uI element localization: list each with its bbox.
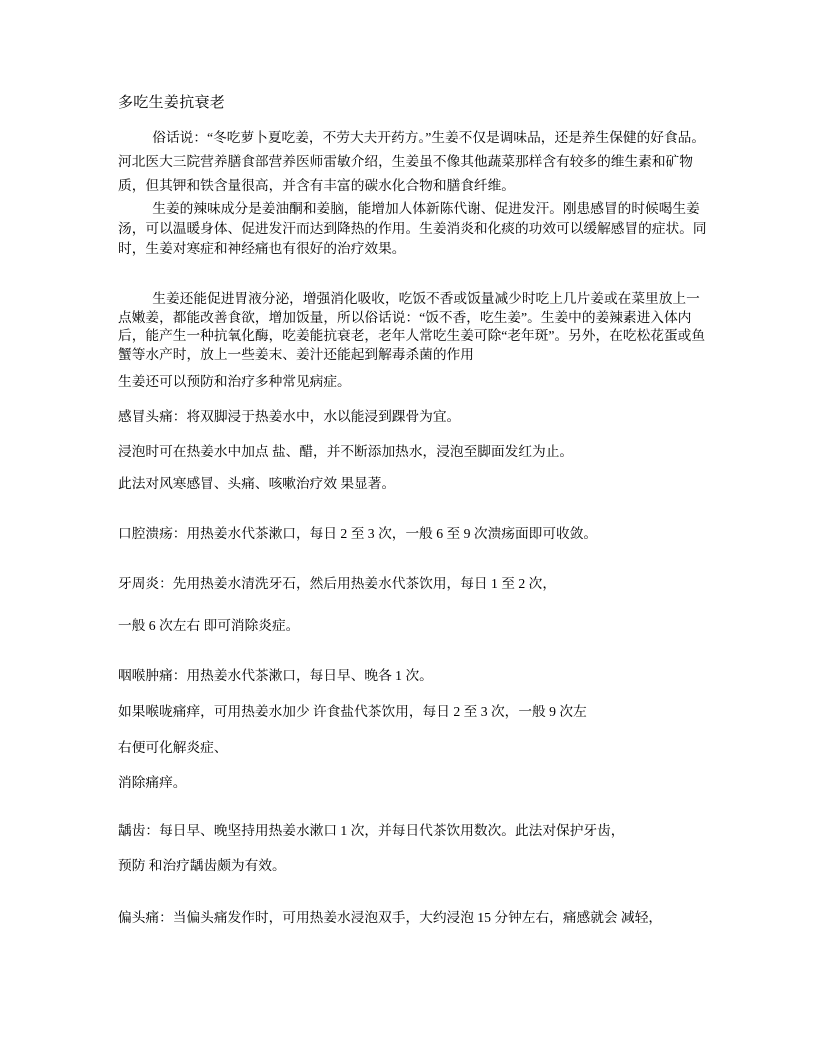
line-periodontitis-cont: 一般 6 次左右 即可消除炎症。: [118, 618, 300, 633]
line-prevention-intro: 生姜还可以预防和治疗多种常见病症。: [118, 374, 351, 389]
paragraph-intro: 俗话说：“冬吃萝卜夏吃姜，不劳大夫开药方。”生姜不仅是调味品，还是养生保健的好食品。河北医大三院营养膳食部营养医师雷敏介绍，生姜虽不像其他蔬菜那样含有较多的维生素和矿物质，但其钾和铁含量很高，并含有丰富的碳水化合物和膳食纤维。: [118, 130, 706, 193]
paragraph-spicy-component: 生姜的辣味成分是姜油酮和姜脑，能增加人体新陈代谢、促进发汗。刚患感冒的时候喝生姜汤，可以温暖身体、促进发汗而达到降热的作用。生姜消炎和化痰的功效可以缓解感冒的症状。同时，生姜对寒症和神经痛也有很好的治疗效果。: [118, 201, 707, 256]
line-effectiveness: 此法对风寒感冒、头痛、咳嗽治疗效 果显著。: [118, 476, 396, 491]
line-periodontitis: 牙周炎：先用热姜水清洗牙石，然后用热姜水代茶饮用，每日 1 至 2 次，: [118, 576, 557, 591]
line-sore-throat: 咽喉肿痛：用热姜水代茶漱口，每日早、晚各 1 次。: [118, 668, 433, 683]
line-throat-itch-end: 消除痛痒。: [118, 775, 187, 790]
line-throat-itch: 如果喉咙痛痒，可用热姜水加少 许食盐代茶饮用，每日 2 至 3 次，一般 9 次左: [118, 704, 587, 719]
line-migraine: 偏头痛：当偏头痛发作时，可用热姜水浸泡双手，大约浸泡 15 分钟左右，痛感就会 减轻，: [118, 910, 663, 925]
paragraph-digestion: 生姜还能促进胃液分泌，增强消化吸收，吃饭不香或饭量减少时吃上几片姜或在菜里放上一点嫩姜，都能改善食欲，增加饭量，所以俗话说：“饭不香，吃生姜”。生姜中的姜辣素进入体内后，能产生一种抗氧化酶，吃姜能抗衰老，老年人常吃生姜可除“老年斑”。另外，在吃松花蛋或鱼蟹等水产时，放上一些姜末、姜汁还能起到解毒杀菌的作用: [118, 291, 706, 362]
line-dental-caries-cont: 预防 和治疗龋齿颇为有效。: [118, 858, 286, 873]
line-cold-headache: 感冒头痛：将双脚浸于热姜水中，水以能浸到踝骨为宜。: [118, 409, 461, 424]
line-mouth-ulcer: 口腔溃疡：用热姜水代茶漱口，每日 2 至 3 次，一般 6 至 9 次溃疡面即可收敛。: [118, 526, 598, 541]
document-title: 多吃生姜抗衰老: [118, 95, 226, 111]
line-soak-instructions: 浸泡时可在热姜水中加点 盐、醋，并不断添加热水，浸泡至脚面发红为止。: [118, 444, 574, 459]
line-throat-itch-cont: 右便可化解炎症、: [118, 740, 228, 755]
line-dental-caries: 龋齿：每日早、晚坚持用热姜水漱口 1 次，并每日代茶饮用数次。此法对保护牙齿，: [118, 823, 625, 838]
